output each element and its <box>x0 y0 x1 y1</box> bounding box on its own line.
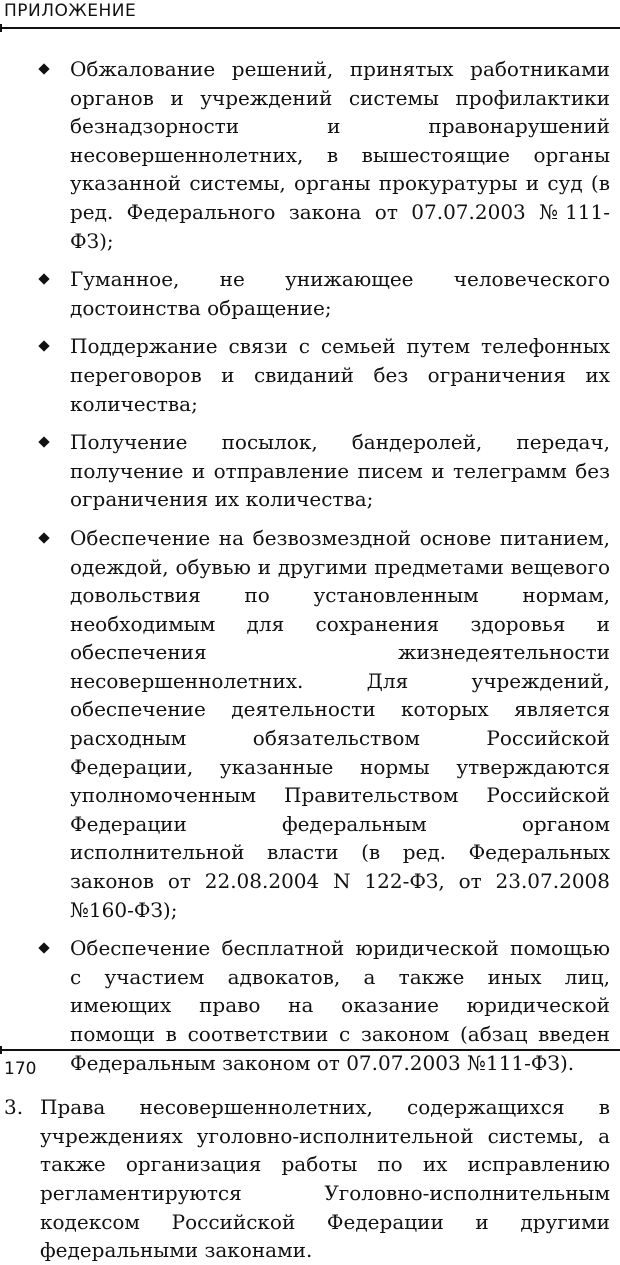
list-item <box>0 332 620 418</box>
list-item <box>0 265 620 322</box>
list-item <box>0 524 620 924</box>
paragraph-number: 3. <box>4 1095 24 1120</box>
diamond-bullet-icon <box>38 63 49 74</box>
footer-rule <box>0 1049 620 1051</box>
list-item-text: Поддержание связи с семьей путем телефонных переговоров и свиданий без ограничения их количества; <box>70 334 610 416</box>
page-content <box>0 55 620 1265</box>
list-item <box>0 934 620 1077</box>
header-rule-tick <box>0 24 2 32</box>
list-item-text: Гуманное, не унижающее человеческого достоинства обращение; <box>70 267 610 320</box>
header-rule <box>0 27 620 29</box>
list-item-text: Обжалование решений, принятых работниками органов и учреждений системы профилактики безнадзорности и правонарушений несовершеннолетних, в вышестоящие органы указанной системы, органы прокуратуры и суд (в ред. Федерального закона от 07.07.2003 №111-ФЗ); <box>70 57 610 253</box>
list-item <box>0 55 620 255</box>
diamond-bullet-icon <box>38 436 49 447</box>
list-item <box>0 428 620 514</box>
footer-rule-tick <box>0 1046 2 1054</box>
rights-bullet-list <box>0 55 620 1077</box>
list-item-text: Получение посылок, бандеролей, передач, получение и отправление писем и телеграмм без ограничения их количества; <box>70 430 610 512</box>
diamond-bullet-icon <box>38 943 49 954</box>
diamond-bullet-icon <box>38 341 49 352</box>
paragraph-text: Права несовершеннолетних, содержащихся в учреждениях уголовно-исполнительной системы, а также организация работы по их исправлению регламентируются Уголовно-исполнительным кодексом Российской Федерации и другими федеральными законами. <box>40 1095 610 1263</box>
numbered-paragraph <box>0 1093 620 1265</box>
diamond-bullet-icon <box>38 273 49 284</box>
diamond-bullet-icon <box>38 532 49 543</box>
page-number: 170 <box>4 1059 37 1079</box>
list-item-text: Обеспечение бесплатной юридической помощью с участием адвокатов, а также иных лиц, имеющих право на оказание юридической помощи в соответствии с законом (абзац введен Федеральным законом от 07.07.2003 №111-ФЗ). <box>70 936 610 1075</box>
running-head: ПРИЛОЖЕНИЕ <box>4 1 137 21</box>
list-item-text: Обеспечение на безвозмездной основе питанием, одеждой, обувью и другими предметами вещевого довольствия по установленным нормам, необходимым для сохранения здоровья и обеспечения жизнедеятельности несовершеннолетних. Для учреждений, обеспечение деятельности которых является расходным обязательством Российской Федерации, указанные нормы утверждаются уполномоченным Правительством Российской Федерации федеральным органом исполнительной власти (в ред. Федеральных законов от 22.08.2004 N 122-ФЗ, от 23.07.2008 №160-ФЗ); <box>70 525 610 922</box>
